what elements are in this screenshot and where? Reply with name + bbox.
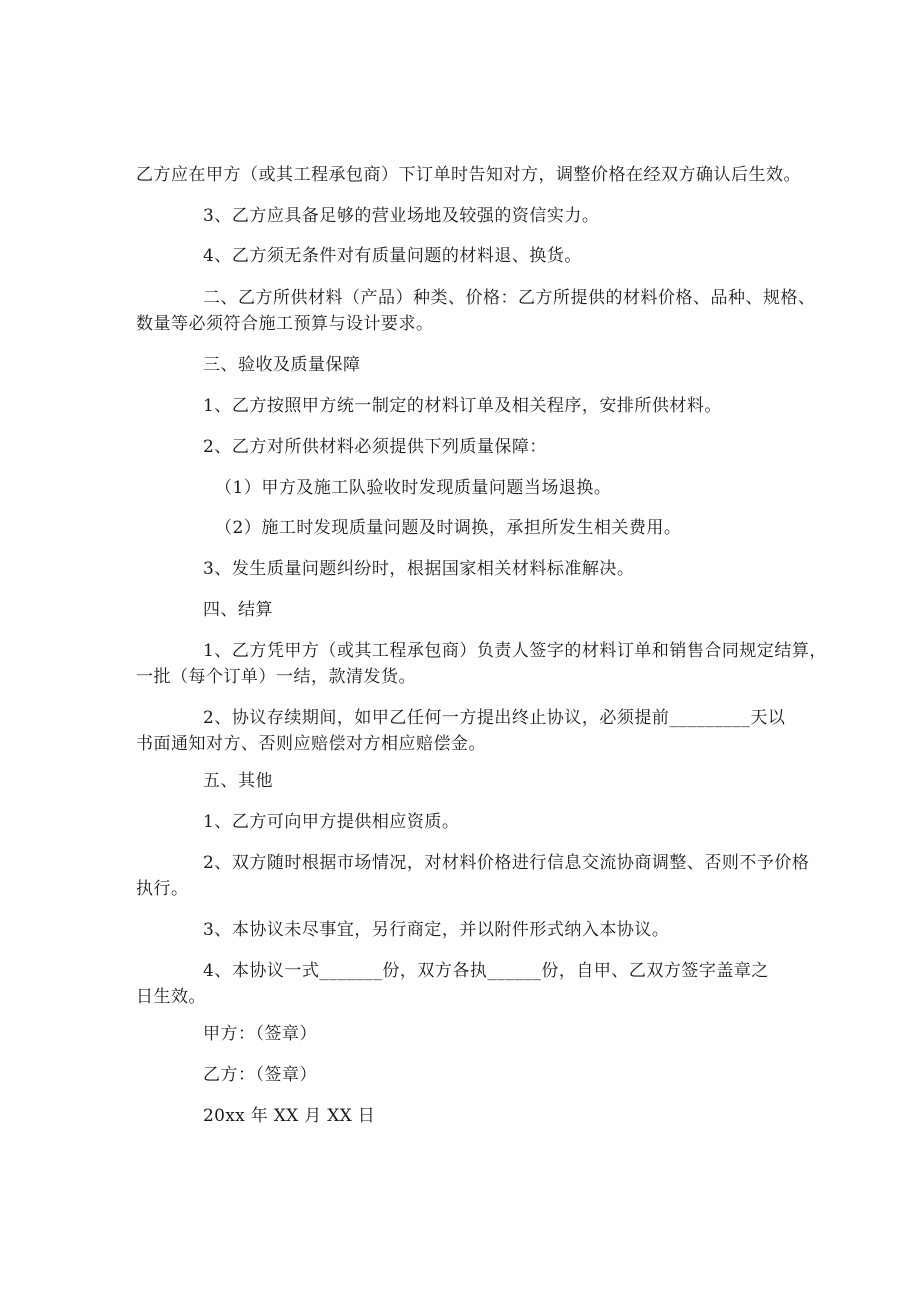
section-heading-4: 四、结算 (203, 600, 273, 620)
paragraph-line: （2）施工时发现质量问题及时调换，承担所发生相关费用。 (215, 518, 682, 538)
paragraph-line: 4、本协议一式_______份，双方各执______份，自甲、乙双方签字盖章之 (203, 961, 769, 981)
paragraph-line: 2、协议存续期间，如甲乙任何一方提出终止协议，必须提前_________天以 (203, 708, 786, 728)
signing-date: 20xx 年 XX 月 XX 日 (203, 1106, 376, 1126)
paragraph-line: 3、发生质量问题纠纷时，根据国家相关材料标准解决。 (203, 559, 635, 579)
paragraph-line: 数量等必须符合施工预算与设计要求。 (136, 314, 434, 334)
paragraph-line: 4、乙方须无条件对有质量问题的材料退、换货。 (203, 246, 582, 266)
paragraph-line: 3、乙方应具备足够的营业场地及较强的资信实力。 (203, 206, 600, 226)
paragraph-line: 书面通知对方、否则应赔偿对方相应赔偿金。 (136, 734, 486, 754)
party-b-signature: 乙方：（签章） (203, 1065, 317, 1085)
paragraph-line: 乙方应在甲方（或其工程承包商）下订单时告知对方，调整价格在经双方确认后生效。 (136, 165, 801, 185)
section-heading-5: 五、其他 (203, 771, 273, 791)
paragraph-line: （1）甲方及施工队验收时发现质量问题当场退换。 (215, 478, 612, 498)
paragraph-line: 1、乙方按照甲方统一制定的材料订单及相关程序，安排所供材料。 (203, 396, 722, 416)
paragraph-line: 日生效。 (136, 987, 206, 1007)
paragraph-line: 3、本协议未尽事宜，另行商定，并以附件形式纳入本协议。 (203, 920, 670, 940)
paragraph-line: 1、乙方可向甲方提供相应资质。 (203, 812, 460, 832)
section-heading-2: 二、乙方所供材料（产品）种类、价格：乙方所提供的材料价格、品种、规格、 (203, 288, 816, 308)
section-heading-3: 三、验收及质量保障 (203, 355, 361, 375)
paragraph-line: 2、双方随时根据市场情况，对材料价格进行信息交流协商调整、否则不予价格 (203, 853, 810, 873)
party-a-signature: 甲方：（签章） (203, 1024, 317, 1044)
paragraph-line: 1、乙方凭甲方（或其工程承包商）负责人签字的材料订单和销售合同规定结算， (203, 641, 827, 661)
paragraph-line: 一批（每个订单）一结，款清发货。 (136, 667, 416, 687)
paragraph-line: 执行。 (136, 879, 189, 899)
paragraph-line: 2、乙方对所供材料必须提供下列质量保障： (203, 437, 547, 457)
